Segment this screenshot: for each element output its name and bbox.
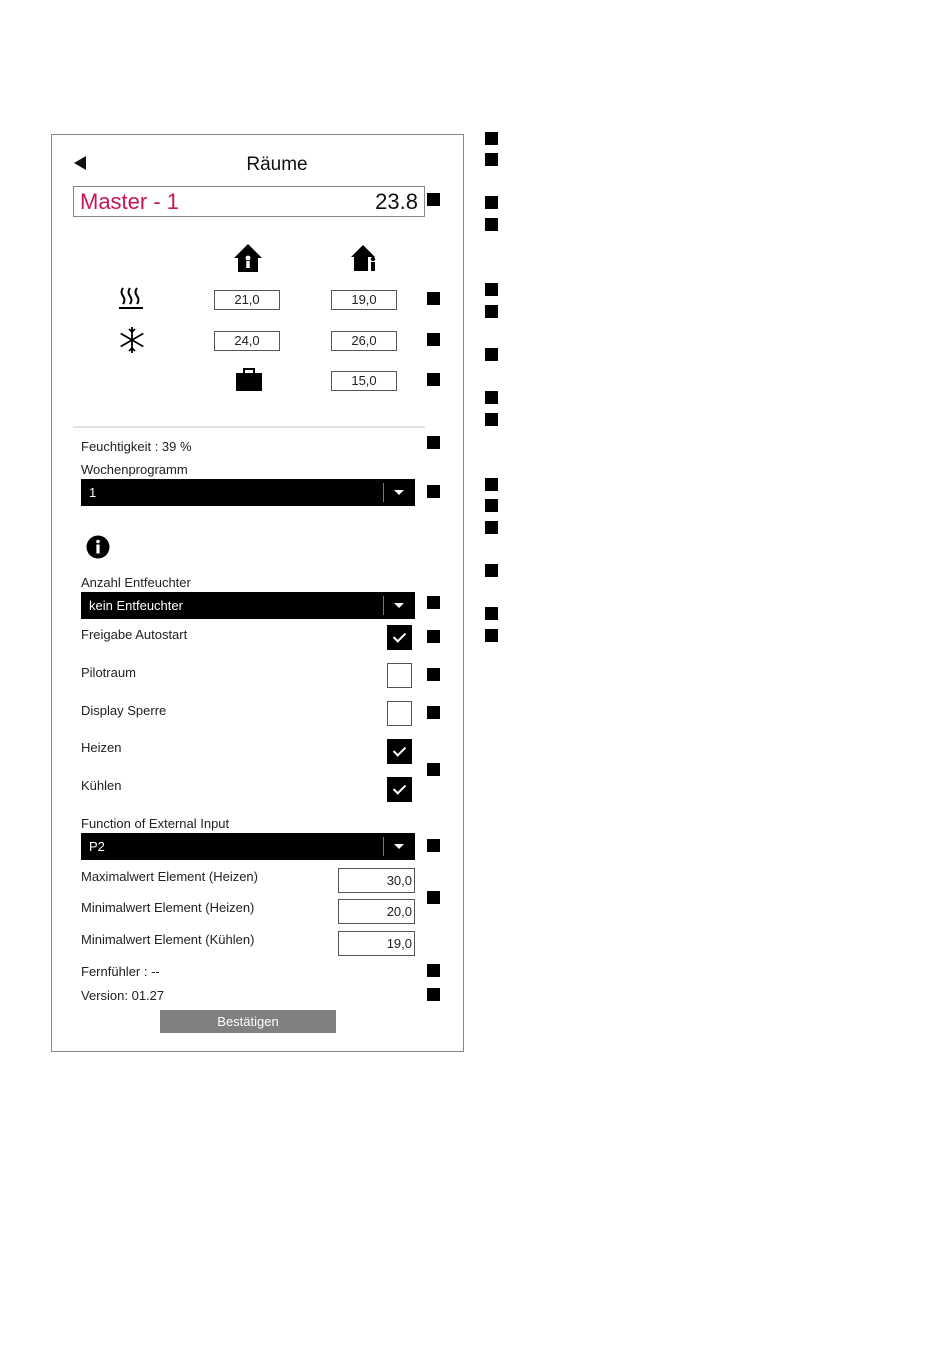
marker xyxy=(427,292,440,305)
room-temperature: 23.8 xyxy=(375,189,418,214)
home-person-icon xyxy=(350,243,380,273)
room-header xyxy=(73,186,425,217)
dropdown-separator xyxy=(383,596,384,615)
marker xyxy=(427,706,440,719)
min-element-cool-label: Minimalwert Element (Kühlen) xyxy=(81,932,255,947)
marker xyxy=(427,839,440,852)
min-element-cool-input[interactable]: 19,0 xyxy=(338,931,415,956)
marker xyxy=(427,668,440,681)
marker xyxy=(427,373,440,386)
marker xyxy=(485,391,498,404)
home-icon xyxy=(232,242,264,274)
marker xyxy=(485,564,498,577)
marker xyxy=(485,499,498,512)
marker xyxy=(427,630,440,643)
marker xyxy=(485,629,498,642)
marker xyxy=(427,485,440,498)
marker xyxy=(485,348,498,361)
humidity-readout: Feuchtigkeit : 39 % xyxy=(81,439,192,454)
external-input-label: Function of External Input xyxy=(81,816,230,831)
cooling-checkbox[interactable] xyxy=(387,777,412,802)
marker xyxy=(427,436,440,449)
marker xyxy=(485,132,498,145)
dehumidifier-count-select[interactable] xyxy=(81,592,415,619)
dehumidifier-count-label: Anzahl Entfeuchter xyxy=(81,575,191,590)
room-name: Master - 1 xyxy=(80,189,180,214)
dropdown-separator xyxy=(383,483,384,502)
marker xyxy=(485,153,498,166)
external-input-select[interactable] xyxy=(81,833,415,860)
chevron-down-icon xyxy=(394,844,404,849)
remote-sensor-readout: Fernfühler : -- xyxy=(81,964,160,979)
min-element-heat-label: Minimalwert Element (Heizen) xyxy=(81,900,255,915)
autostart-checkbox[interactable] xyxy=(387,625,412,650)
marker xyxy=(427,333,440,346)
heating-waves-icon xyxy=(118,285,144,311)
marker xyxy=(427,596,440,609)
heat-eco-setpoint[interactable]: 19,0 xyxy=(331,290,397,310)
back-arrow-icon[interactable] xyxy=(74,156,86,170)
marker xyxy=(427,891,440,904)
pilot-room-checkbox[interactable] xyxy=(387,663,412,688)
external-input-value: P2 xyxy=(89,839,105,854)
info-icon[interactable] xyxy=(86,535,110,559)
dropdown-separator xyxy=(383,837,384,856)
marker xyxy=(427,193,440,206)
chevron-down-icon xyxy=(394,490,404,495)
dehumidifier-count-value: kein Entfeuchter xyxy=(89,598,183,613)
marker xyxy=(427,988,440,1001)
autostart-label: Freigabe Autostart xyxy=(81,627,188,642)
pilot-room-label: Pilotraum xyxy=(81,665,136,680)
confirm-button[interactable]: Bestätigen xyxy=(160,1010,336,1033)
marker xyxy=(485,521,498,534)
cool-eco-setpoint[interactable]: 26,0 xyxy=(331,331,397,351)
weekly-program-select[interactable] xyxy=(81,479,415,506)
display-lock-checkbox[interactable] xyxy=(387,701,412,726)
snowflake-icon xyxy=(118,326,146,354)
marker xyxy=(485,607,498,620)
marker xyxy=(485,413,498,426)
version-readout: Version: 01.27 xyxy=(81,988,165,1003)
marker xyxy=(485,305,498,318)
marker xyxy=(485,478,498,491)
room-settings-panel xyxy=(51,134,464,1052)
divider xyxy=(73,426,425,428)
heat-comfort-setpoint[interactable]: 21,0 xyxy=(214,290,280,310)
marker xyxy=(485,283,498,296)
chevron-down-icon xyxy=(394,603,404,608)
cooling-label: Kühlen xyxy=(81,778,122,793)
marker xyxy=(427,964,440,977)
max-element-heat-label: Maximalwert Element (Heizen) xyxy=(81,869,258,884)
cool-comfort-setpoint[interactable]: 24,0 xyxy=(214,331,280,351)
weekly-program-label: Wochenprogramm xyxy=(81,462,188,477)
heating-checkbox[interactable] xyxy=(387,739,412,764)
min-element-heat-input[interactable]: 20,0 xyxy=(338,899,415,924)
absence-setpoint[interactable]: 15,0 xyxy=(331,371,397,391)
marker xyxy=(427,763,440,776)
weekly-program-value: 1 xyxy=(89,485,97,500)
page-title: Räume xyxy=(246,154,308,175)
heating-label: Heizen xyxy=(81,740,122,755)
marker xyxy=(485,196,498,209)
max-element-heat-input[interactable]: 30,0 xyxy=(338,868,415,893)
marker xyxy=(485,218,498,231)
display-lock-label: Display Sperre xyxy=(81,703,167,718)
briefcase-icon xyxy=(235,368,263,392)
